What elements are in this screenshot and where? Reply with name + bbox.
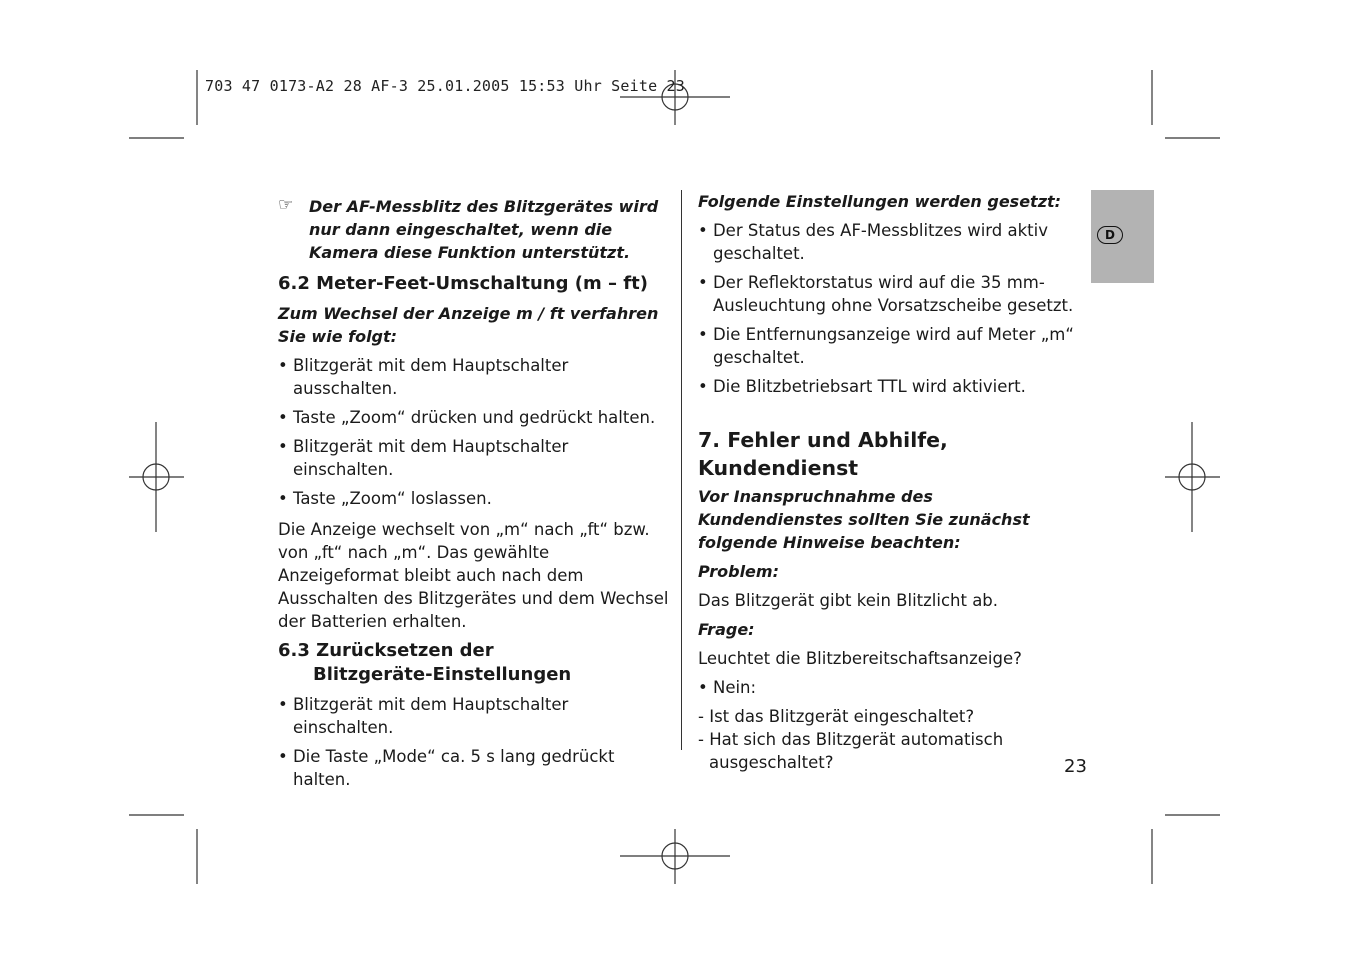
list-item: • Die Blitzbetriebsart TTL wird aktiviert. — [698, 377, 1026, 396]
section-6-3-heading — [278, 639, 670, 687]
right-column — [698, 190, 1080, 774]
registration-mark-left — [129, 422, 184, 532]
answer-item: • Nein: — [698, 678, 757, 697]
language-tab — [1091, 190, 1154, 283]
section-6-2-heading: 6.2 Meter-Feet-Umschaltung (m – ft) — [278, 273, 648, 294]
question-label: Frage: — [698, 620, 755, 639]
list-item: • Der Status des AF-Messblitzes wird aktiv geschaltet. — [698, 221, 1049, 263]
note-text: Der AF-Messblitz des Blitzgerätes wird nur dann eingeschaltet, wenn die Kamera diese Funktion unterstützt. — [309, 197, 659, 262]
registration-mark-right — [1165, 422, 1220, 532]
language-tab-label: D — [1097, 226, 1123, 244]
section-7-intro: Vor Inanspruchnahme des Kundendienstes sollten Sie zunächst folgende Hinweise beachten: — [698, 487, 1030, 552]
section-6-2-intro: Zum Wechsel der Anzeige m / ft verfahren Sie wie folgt: — [278, 304, 659, 346]
print-header: 703 47 0173-A2 28 AF-3 25.01.2005 15:53 Uhr Seite 23 — [205, 77, 685, 95]
check-item: - Hat sich das Blitzgerät automatisch ausgeschaltet? — [698, 730, 1004, 772]
question-text: Leuchtet die Blitzbereitschaftsanzeige? — [698, 649, 1022, 668]
check-item: - Ist das Blitzgerät eingeschaltet? — [698, 707, 975, 726]
registration-mark-bottom — [620, 829, 730, 884]
list-item: • Blitzgerät mit dem Hauptschalter ausschalten. — [278, 356, 569, 398]
left-column — [278, 195, 670, 791]
list-item: • Taste „Zoom“ drücken und gedrückt halten. — [278, 408, 656, 427]
settings-intro: Folgende Einstellungen werden gesetzt: — [698, 192, 1062, 211]
list-item: • Taste „Zoom“ loslassen. — [278, 489, 492, 508]
column-divider — [681, 190, 682, 750]
section-6-3-heading-line1: 6.3 Zurücksetzen der — [278, 640, 494, 661]
list-item: • Die Entfernungsanzeige wird auf Meter „m“ geschaltet. — [698, 325, 1074, 367]
section-6-2-paragraph: Die Anzeige wechselt von „m“ nach „ft“ bzw. von „ft“ nach „m“. Das gewählte Anzeigeformat bleibt auch nach dem Ausschalten des Blitzgerätes und dem Wechsel der Batterien erhalten. — [278, 520, 669, 631]
list-item: • Die Taste „Mode“ ca. 5 s lang gedrückt halten. — [278, 747, 615, 789]
list-item: • Blitzgerät mit dem Hauptschalter einschalten. — [278, 695, 569, 737]
pointing-hand-icon: ☞ — [278, 195, 294, 215]
list-item: • Der Reflektorstatus wird auf die 35 mm-Ausleuchtung ohne Vorsatzscheibe gesetzt. — [698, 273, 1074, 315]
problem-label: Problem: — [698, 562, 779, 581]
section-7-heading: 7. Fehler und Abhilfe, Kundendienst — [698, 428, 948, 480]
list-item: • Blitzgerät mit dem Hauptschalter einschalten. — [278, 437, 569, 479]
page-number: 23 — [1064, 756, 1087, 777]
note — [278, 195, 670, 264]
problem-text: Das Blitzgerät gibt kein Blitzlicht ab. — [698, 591, 999, 610]
section-6-3-heading-line2: Blitzgeräte-Einstellungen — [313, 664, 572, 685]
